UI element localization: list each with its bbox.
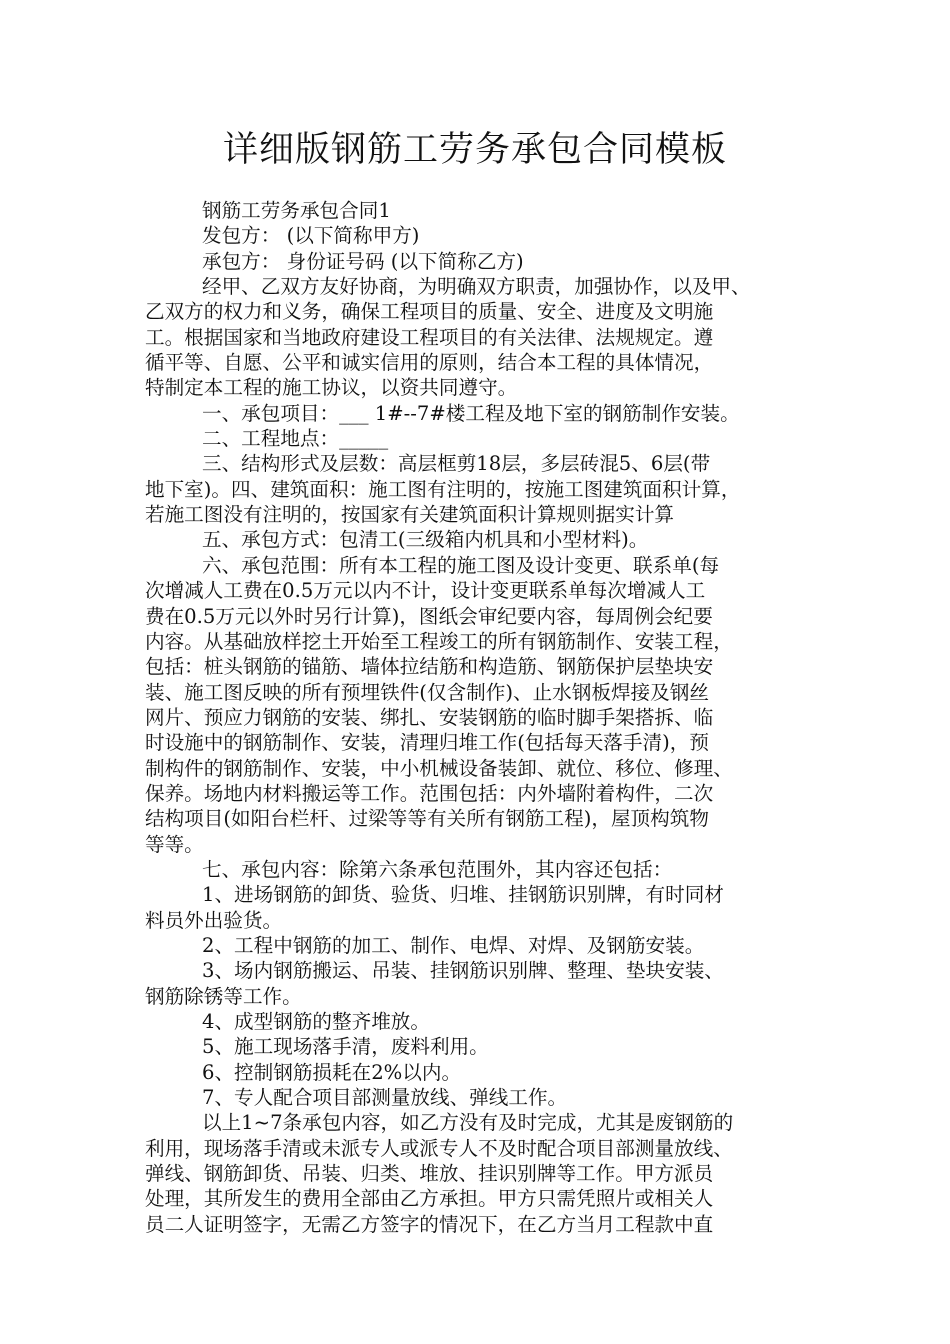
- text-line: 经甲、乙双方友好协商，为明确双方职责，加强协作，以及甲、: [202, 275, 751, 299]
- text-line: 6、控制钢筋损耗在2%以内。: [202, 1060, 462, 1084]
- text-line: 五、承包方式：包清工(三级箱内机具和小型材料)。: [202, 528, 649, 552]
- text-line: 若施工图没有注明的，按国家有关建筑面积计算规则据实计算: [145, 503, 675, 527]
- text-line: 7、专人配合项目部测量放线、弹线工作。: [202, 1086, 568, 1110]
- text-line: 利用，现场落手清或未派专人或派专人不及时配合项目部测量放线、: [145, 1136, 733, 1160]
- text-line: 循平等、自愿、公平和诚实信用的原则，结合本工程的具体情况，: [145, 351, 714, 375]
- text-line: 4、成型钢筋的整齐堆放。: [202, 1010, 430, 1033]
- text-line: 次增减人工费在0.5万元以内不计，设计变更联系单每次增减人工: [145, 579, 706, 603]
- text-line: 一、承包项目：___ 1#--7#楼工程及地下室的钢筋制作安装。: [202, 401, 740, 425]
- text-line: 处理，其所发生的费用全部由乙方承担。甲方只需凭照片或相关人: [145, 1187, 714, 1211]
- text-line: 时设施中的钢筋制作、安装，清理归堆工作(包括每天落手清)，预: [145, 731, 709, 755]
- text-line: 2、工程中钢筋的加工、制作、电焊、对焊、及钢筋安装。: [202, 933, 705, 957]
- text-line: 包括：桩头钢筋的锚筋、墙体拉结筋和构造筋、钢筋保护层垫块安: [145, 655, 714, 679]
- text-line: 3、场内钢筋搬运、吊装、挂钢筋识别牌、整理、垫块安装、: [202, 959, 724, 983]
- text-line: 保养。场地内材料搬运等工作。范围包括：内外墙附着构件，二次: [145, 781, 714, 805]
- document-body: [145, 198, 813, 1237]
- text-line: 网片、预应力钢筋的安装、绑扎、安装钢筋的临时脚手架搭拆、临: [145, 705, 714, 729]
- text-line: 七、承包内容：除第六条承包范围外，其内容还包括：: [202, 857, 673, 881]
- text-line: 装、施工图反映的所有预埋铁件(仅含制作)、止水钢板焊接及钢丝: [145, 680, 709, 704]
- text-line: 乙双方的权力和义务，确保工程项目的质量、安全、进度及文明施: [145, 300, 714, 324]
- text-line: 5、施工现场落手清，废料利用。: [202, 1035, 489, 1059]
- text-line: 发包方： (以下简称甲方): [202, 224, 420, 248]
- text-line: 制构件的钢筋制作、安装，中小机械设备装卸、就位、移位、修理、: [145, 756, 733, 780]
- document-title: 详细版钢筋工劳务承包合同模板: [222, 130, 727, 170]
- text-line: 料员外出验货。: [145, 908, 283, 932]
- text-line: 结构项目(如阳台栏杆、过梁等等有关所有钢筋工程)，屋顶构筑物: [145, 807, 709, 831]
- text-line: 1、进场钢筋的卸货、验货、归堆、挂钢筋识别牌，有时同材: [202, 883, 724, 907]
- text-line: 等等。: [145, 832, 204, 856]
- text-line: 地下室)。四、建筑面积：施工图有注明的，按施工图建筑面积计算，: [145, 477, 741, 501]
- text-line: 内容。从基础放样挖土开始至工程竣工的所有钢筋制作、安装工程，: [145, 629, 733, 653]
- text-line: 员二人证明签字，无需乙方签字的情况下，在乙方当月工程款中直: [145, 1212, 714, 1236]
- text-line: 二、工程地点：_____: [202, 427, 389, 451]
- text-line: 三、结构形式及层数：高层框剪18层，多层砖混5、6层(带: [202, 452, 711, 476]
- text-line: 钢筋工劳务承包合同1: [202, 199, 391, 222]
- text-line: 工。根据国家和当地政府建设工程项目的有关法律、法规规定。遵: [145, 325, 714, 349]
- text-line: 以上1~7条承包内容，如乙方没有及时完成，尤其是废钢筋的: [202, 1111, 734, 1135]
- text-line: 弹线、钢筋卸货、吊装、归类、堆放、挂识别牌等工作。甲方派员: [145, 1162, 714, 1186]
- text-line: 特制定本工程的施工协议，以资共同遵守。: [145, 376, 518, 400]
- text-line: 六、承包范围：所有本工程的施工图及设计变更、联系单(每: [202, 553, 720, 577]
- text-line: 钢筋除锈等工作。: [145, 984, 302, 1008]
- text-line: 费在0.5万元以外时另行计算)，图纸会审纪要内容，每周例会纪要: [145, 604, 713, 628]
- text-line: 承包方： 身份证号码 (以下简称乙方): [202, 249, 524, 273]
